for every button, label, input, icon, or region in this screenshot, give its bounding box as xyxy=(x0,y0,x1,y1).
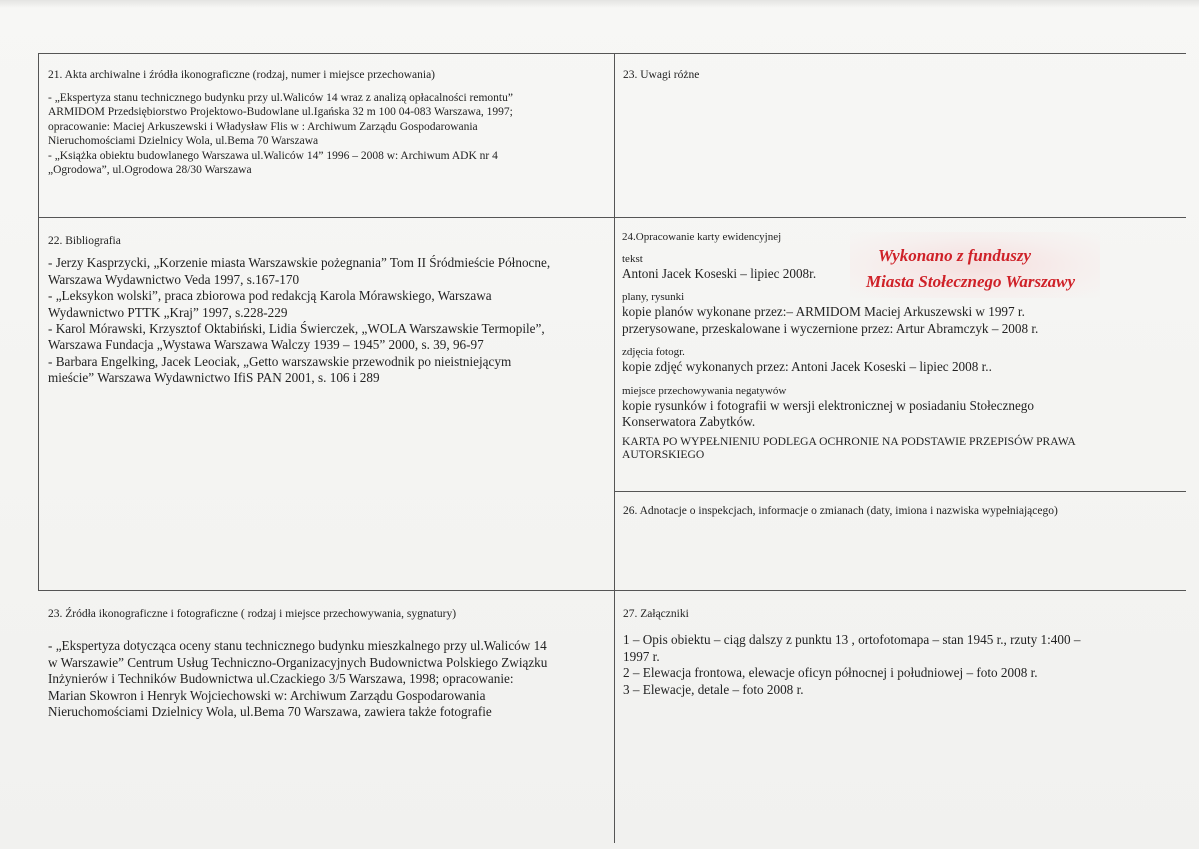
text-line: Nieruchomościami Dzielnicy Wola, ul.Bema 70 Warszawa, zawiera także fotografie xyxy=(48,704,492,720)
tekst-value: Antoni Jacek Koseski – lipiec 2008r. xyxy=(622,266,817,281)
plany-line: przerysowane, przeskalowane i wyczernione przez: Artur Abramczyk – 2008 r. xyxy=(622,320,1039,336)
table-divider-row1 xyxy=(38,217,1186,218)
text-line: Warszawa Fundacja „Wystawa Warszawa Walczy 1939 – 1945” 2000, s. 39, 96-97 xyxy=(48,337,484,353)
section-title-26: 26. Adnotacje o inspekcjach, informacje o zmianach (daty, imiona i nazwiska wypełniającego) xyxy=(623,505,1058,517)
section-title-24: 24.Opracowanie karty ewidencyjnej xyxy=(622,231,782,243)
tekst-label: tekst xyxy=(622,253,643,265)
text-line: - Jerzy Kasprzycki, „Korzenie miasta Warszawskie pożegnania” Tom II Śródmieście Północne, xyxy=(48,255,551,271)
text-line: - „Ekspertyza dotycząca oceny stanu technicznego budynku mieszkalnego przy ul.Waliców 14 xyxy=(48,638,547,654)
table-divider-row2 xyxy=(38,590,1186,591)
zdjecia-label: zdjęcia fotogr. xyxy=(622,346,685,359)
text-line: Wydawnictwo PTTK „Kraj” 1997, s.228-229 xyxy=(48,304,288,320)
text-line: w Warszawie” Centrum Usług Techniczno-Organizacyjnych Budownictwa Polskiego Związku xyxy=(48,654,548,670)
copyright-notice: KARTA PO WYPEŁNIENIU PODLEGA OCHRONIE NA PODSTAWIE PRZEPISÓW PRAWA xyxy=(622,435,1076,449)
table-left-border xyxy=(38,53,39,591)
section-title-22: 22. Bibliografia xyxy=(48,235,121,247)
cell-archival-records xyxy=(48,68,608,178)
attachment-line: 3 – Elewacje, detale – foto 2008 r. xyxy=(623,681,804,697)
paper-edge xyxy=(0,0,1199,8)
plany-label: plany, rysunki xyxy=(622,291,685,304)
attachment-line: 1 – Opis obiektu – ciąg dalszy z punktu 13 , ortofotomapa – stan 1945 r., rzuty 1:400 – xyxy=(623,632,1081,648)
table-center-divider xyxy=(614,53,615,843)
stamp-line: Wykonano z funduszy xyxy=(878,246,1032,265)
copyright-notice: AUTORSKIEGO xyxy=(622,448,705,462)
cell-various-remarks xyxy=(623,68,1183,91)
miejsce-line: kopie rysunków i fotografii w wersji elektronicznej w posiadaniu Stołecznego xyxy=(622,397,1034,413)
cell-attachments xyxy=(623,606,1183,698)
section-title-27: 27. Załączniki xyxy=(623,608,689,620)
attachment-line: 1997 r. xyxy=(623,648,660,664)
text-line: opracowanie: Maciej Arkuszewski i Władysław Flis w : Archiwum Zarządu Gospodarowania xyxy=(48,120,478,133)
section-title-21: 21. Akta archiwalne i źródła ikonograficzne (rodzaj, numer i miejsce przechowania) xyxy=(48,69,435,81)
text-line: „Ogrodowa”, ul.Ogrodowa 28/30 Warszawa xyxy=(48,164,252,176)
text-line: Marian Skowron i Henryk Wojciechowski w: Archiwum Zarządu Gospodarowania xyxy=(48,687,486,703)
table-divider-24-26 xyxy=(614,491,1186,492)
text-line: - Barbara Engelking, Jacek Leociak, „Getto warszawskie przewodnik po nieistniejącym xyxy=(48,353,512,369)
section-title-23-remarks: 23. Uwagi różne xyxy=(623,69,700,81)
text-line: Inżynierów i Techników Budownictwa ul.Czackiego 3/5 Warszawa, 1998; opracowanie: xyxy=(48,671,514,687)
text-line: - „Leksykon wolski”, praca zbiorowa pod redakcją Karola Mórawskiego, Warszawa xyxy=(48,288,492,304)
miejsce-line: Konserwatora Zabytków. xyxy=(622,414,756,430)
zdjecia-value: kopie zdjęć wykonanych przez: Antoni Jacek Koseski – lipiec 2008 r.. xyxy=(622,359,992,375)
cell-bibliography xyxy=(48,233,608,387)
text-line: - „Ekspertyza stanu technicznego budynku przy ul.Waliców 14 wraz z analizą opłacalności remontu” xyxy=(48,91,513,104)
attachment-line: 2 – Elewacja frontowa, elewacje oficyn północnej i południowej – foto 2008 r. xyxy=(623,665,1038,681)
text-line: - „Książka obiektu budowlanego Warszawa ul.Waliców 14” 1996 – 2008 w: Archiwum ADK nr 4 xyxy=(48,149,498,162)
table-border-top xyxy=(38,53,1186,54)
cell-iconographic-sources xyxy=(48,606,608,720)
section-title-23-sources: 23. Źródła ikonograficzne i fotograficzne ( rodzaj i miejsce przechowywania, sygnatury) xyxy=(48,608,457,620)
text-line: Warszawa Wydawnictwo Veda 1997, s.167-170 xyxy=(48,271,300,287)
text-line: mieście” Warszawa Wydawnictwo IfiS PAN 2001, s. 106 i 289 xyxy=(48,370,380,386)
cell-inspection-notes xyxy=(623,504,1183,527)
miejsce-label: miejsce przechowywania negatywów xyxy=(622,384,787,397)
text-line: - Karol Mórawski, Krzysztof Oktabiński, Lidia Świerczek, „WOLA Warszawskie Termopile”, xyxy=(48,321,545,337)
text-line: ARMIDOM Przedsiębiorstwo Projektowo-Budowlane ul.Igańska 32 m 100 04-083 Warszawa, 1997; xyxy=(48,106,513,118)
cell-record-card-preparation xyxy=(622,231,1182,461)
plany-line: kopie planów wykonane przez:– ARMIDOM Maciej Arkuszewski w 1997 r. xyxy=(622,304,1025,320)
stamp-line: Miasta Stołecznego Warszawy xyxy=(866,272,1076,291)
text-line: Nieruchomościami Dzielnicy Wola, ul.Bema 70 Warszawa xyxy=(48,135,319,147)
